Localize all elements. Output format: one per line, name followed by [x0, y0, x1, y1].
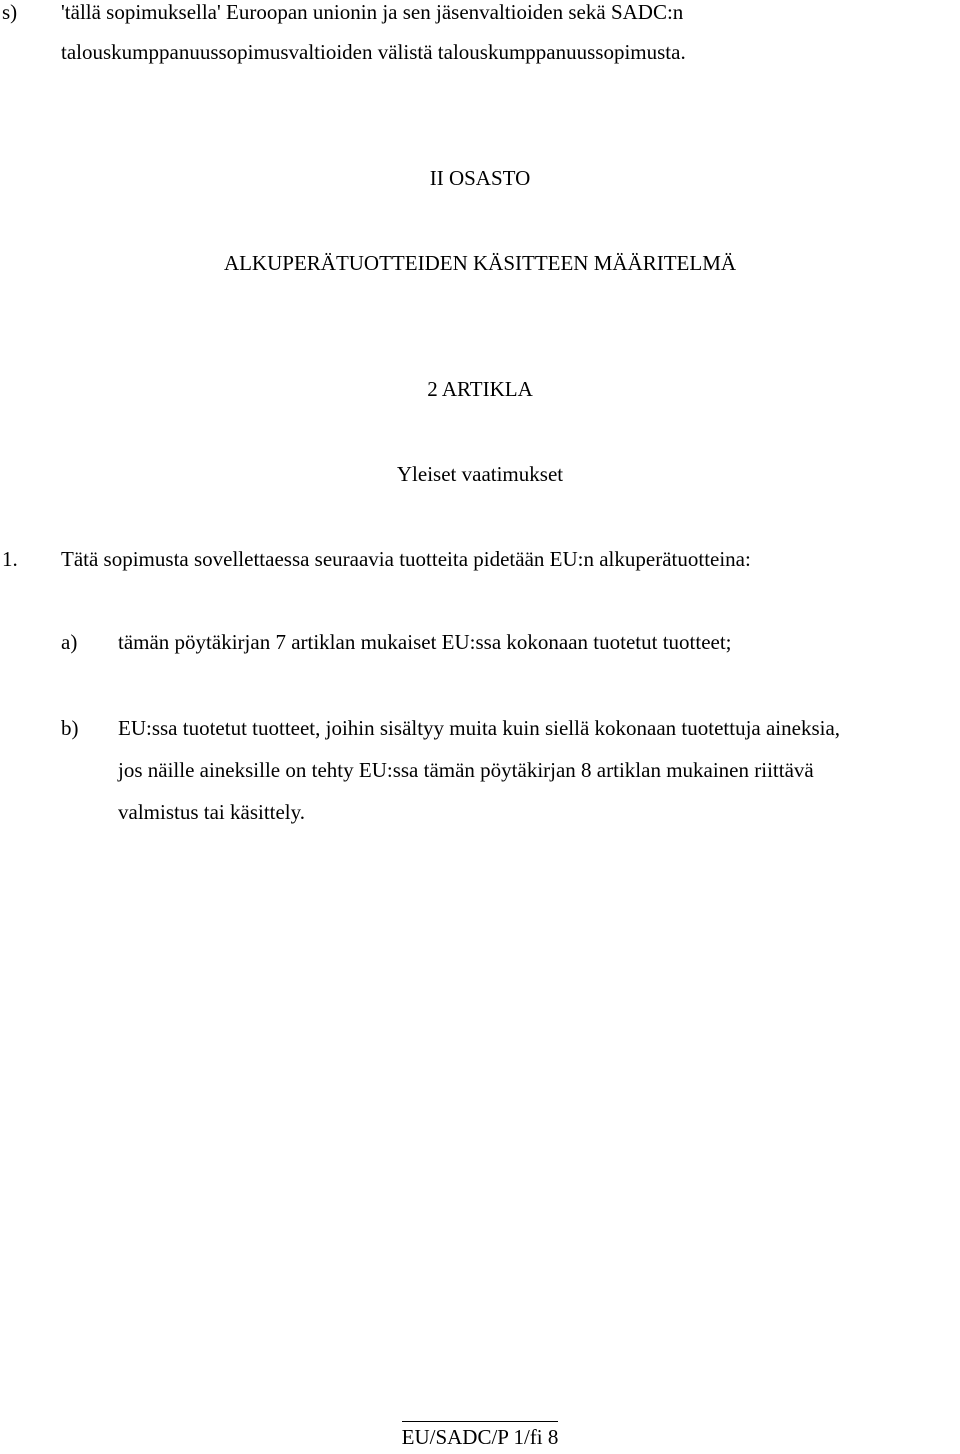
page-footer — [0, 1420, 960, 1454]
item-s-line-2: talouskumppanuussopimusvaltioiden välistä talouskumppanuussopimusta. — [61, 40, 686, 64]
paragraph-label-1: 1. — [2, 547, 18, 571]
footer-page-reference: EU/SADC/P 1/fi 8 — [402, 1421, 559, 1450]
paragraph-1-text: Tätä sopimusta sovellettaessa seuraavia tuotteita pidetään EU:n alkuperätuotteina: — [61, 547, 751, 571]
item-label-s: s) — [2, 0, 18, 24]
point-b-line-2: jos näille aineksille on tehty EU:ssa tämän pöytäkirjan 8 artiklan mukainen riittävä — [118, 758, 814, 782]
section-title: ALKUPERÄTUOTTEIDEN KÄSITTEEN MÄÄRITELMÄ — [223, 251, 737, 275]
point-label-a: a) — [61, 630, 78, 654]
point-b-line-1: EU:ssa tuotetut tuotteet, joihin sisältyy muita kuin siellä kokonaan tuotettuja aineksia, — [118, 716, 841, 740]
point-b-line-3: valmistus tai käsittely. — [118, 800, 306, 824]
point-a-text: tämän pöytäkirjan 7 artiklan mukaiset EU:ssa kokonaan tuotetut tuotteet; — [118, 630, 732, 654]
article-title: Yleiset vaatimukset — [396, 462, 564, 486]
item-s-line-1: 'tällä sopimuksella' Euroopan unionin ja sen jäsenvaltioiden sekä SADC:n — [61, 0, 684, 24]
point-label-b: b) — [61, 716, 79, 740]
section-number: II OSASTO — [429, 166, 531, 190]
article-number: 2 ARTIKLA — [427, 377, 533, 401]
